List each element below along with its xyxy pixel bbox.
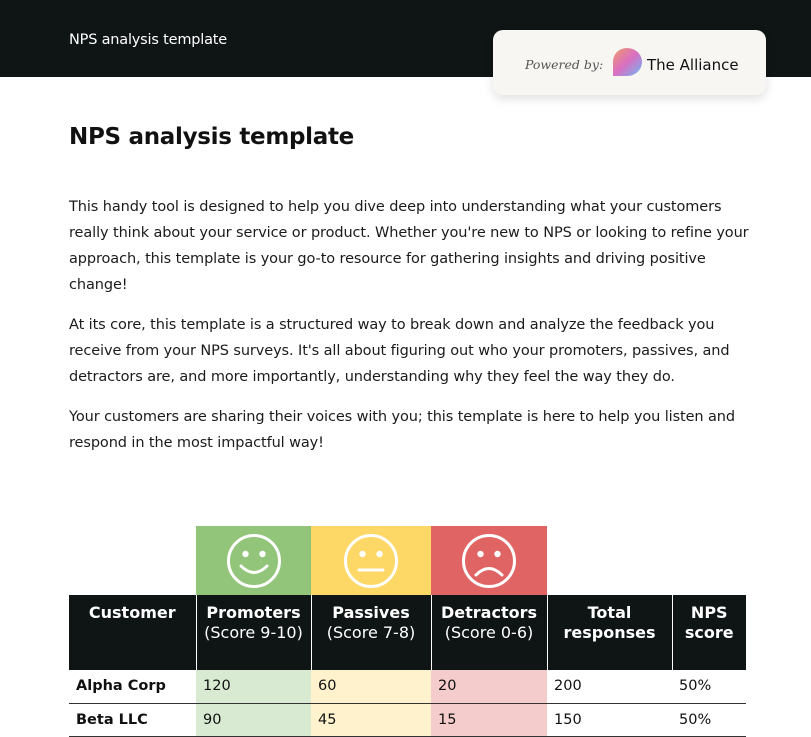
column-header-promoters bbox=[196, 595, 311, 670]
nps-table bbox=[69, 595, 746, 737]
cell-detractors: 20 bbox=[431, 670, 547, 703]
intro-paragraph: This handy tool is designed to help you dive deep into understanding what your customers really think about your service or product. Whether you're new to NPS or looking to refine your approach, this template is your go-to resource for gathering insights and driving positive change! bbox=[69, 199, 749, 293]
cell-customer: Alpha Corp bbox=[69, 670, 196, 703]
promoters-face-cell bbox=[196, 526, 311, 595]
cell-promoters: 90 bbox=[196, 703, 311, 736]
column-header-title: Customer bbox=[88, 603, 176, 622]
neutral-face-icon bbox=[343, 533, 399, 589]
column-header-customer bbox=[69, 595, 196, 670]
column-header-total-responses bbox=[547, 595, 672, 670]
intro-paragraph: Your customers are sharing their voices with you; this template is here to help you listen and respond in the most impactful way! bbox=[69, 409, 736, 451]
column-header-subtitle: (Score 0-6) bbox=[444, 623, 534, 642]
column-header-title: Promoters bbox=[206, 603, 301, 622]
column-header-nps-score bbox=[672, 595, 746, 670]
column-header-detractors bbox=[431, 595, 547, 670]
page-title: NPS analysis template bbox=[69, 124, 354, 150]
cell-passives: 60 bbox=[311, 670, 431, 703]
intro-text bbox=[69, 194, 749, 470]
cell-total-responses: 150 bbox=[547, 703, 672, 736]
header-title: NPS analysis template bbox=[69, 32, 227, 48]
cell-customer: Beta LLC bbox=[69, 703, 196, 736]
powered-by-badge[interactable] bbox=[493, 30, 766, 95]
column-header-title: Passives bbox=[332, 603, 410, 622]
sentiment-face-row bbox=[196, 526, 547, 595]
intro-paragraph: At its core, this template is a structured way to break down and analyze the feedback you receive from your NPS surveys. It's all about figuring out who your promoters, passives, and detractors are, and more importantly, understanding why they feel the way they do. bbox=[69, 317, 730, 385]
cell-total-responses: 200 bbox=[547, 670, 672, 703]
cell-passives: 45 bbox=[311, 703, 431, 736]
column-header-passives bbox=[311, 595, 431, 670]
detractors-face-cell bbox=[431, 526, 547, 595]
column-header-subtitle: (Score 7-8) bbox=[326, 623, 416, 642]
passives-face-cell bbox=[311, 526, 431, 595]
column-header-subtitle: (Score 9-10) bbox=[204, 623, 303, 642]
powered-by-label: Powered by: bbox=[525, 57, 604, 72]
brand-name: The Alliance bbox=[647, 56, 739, 74]
happy-face-icon bbox=[226, 533, 282, 589]
the-alliance-logo-icon bbox=[612, 47, 643, 77]
cell-detractors: 15 bbox=[431, 703, 547, 736]
table-header-row bbox=[69, 595, 746, 670]
column-header-title: NPS score bbox=[684, 603, 734, 642]
cell-promoters: 120 bbox=[196, 670, 311, 703]
column-header-title: Total responses bbox=[563, 603, 656, 642]
table-row bbox=[69, 670, 746, 703]
cell-nps-score: 50% bbox=[672, 670, 746, 703]
column-header-title: Detractors bbox=[440, 603, 537, 622]
sad-face-icon bbox=[461, 533, 517, 589]
cell-nps-score: 50% bbox=[672, 703, 746, 736]
table-row bbox=[69, 703, 746, 736]
